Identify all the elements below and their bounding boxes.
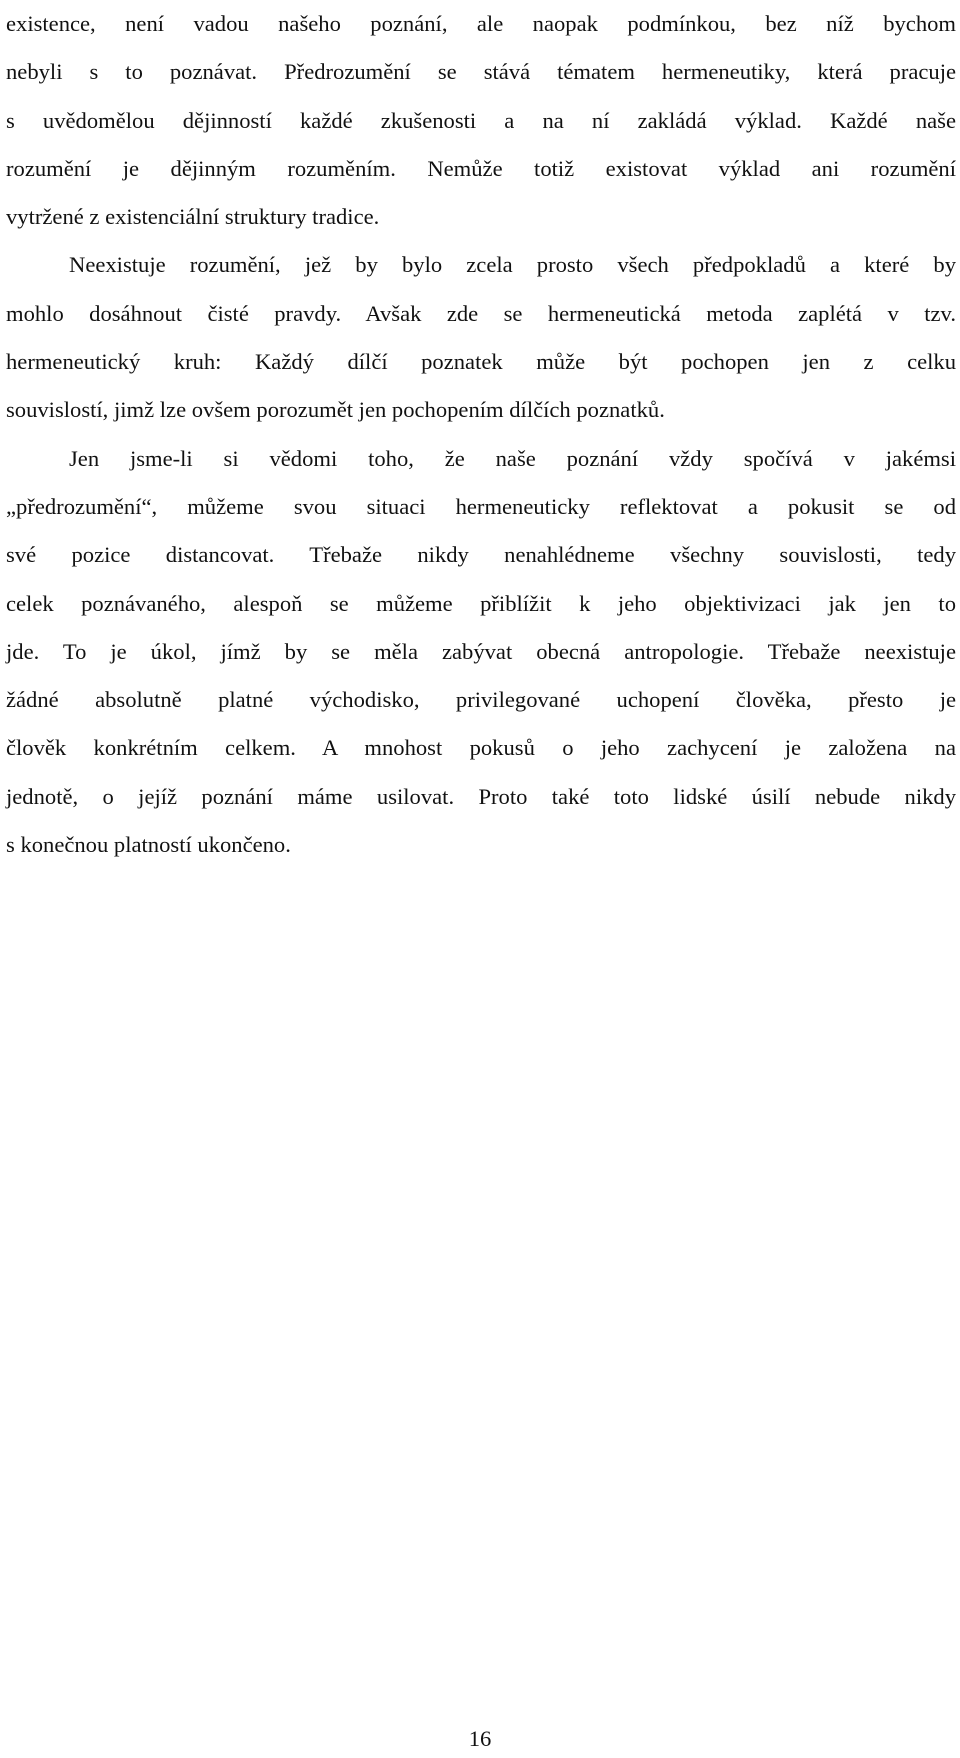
text-line: existence, není vadou našeho poznání, ale naopak podmínkou, bez níž bychom <box>6 11 956 36</box>
document-body <box>6 0 956 869</box>
text-line: Neexistuje rozumění, jež by bylo zcela prosto všech předpokladů a které by <box>69 252 956 278</box>
text-line: člověk konkrétním celkem. A mnohost pokusů o jeho zachycení je založena na <box>6 735 956 761</box>
page-number: 16 <box>468 1726 492 1751</box>
text-line: nebyli s to poznávat. Předrozumění se stává tématem hermeneutiky, která pracuje <box>6 59 956 85</box>
text-line: vytržené z existenciální struktury tradice. <box>6 204 380 230</box>
text-line: své pozice distancovat. Třebaže nikdy nenahlédneme všechny souvislosti, tedy <box>6 542 956 568</box>
text-line: souvislostí, jimž lze ovšem porozumět jen pochopením dílčích poznatků. <box>6 397 665 423</box>
text-line: s uvědomělou dějinností každé zkušenosti a na ní zakládá výklad. Každé naše <box>6 107 956 133</box>
text-line: žádné absolutně platné východisko, privilegované uchopení člověka, přesto je <box>6 687 956 713</box>
text-line: hermeneutický kruh: Každý dílčí poznatek může být pochopen jen z celku <box>6 349 956 375</box>
text-line: jednotě, o jejíž poznání máme usilovat. Proto také toto lidské úsilí nebude nikdy <box>6 783 956 809</box>
paragraph <box>6 435 956 870</box>
text-line: „předrozumění“, můžeme svou situaci hermeneuticky reflektovat a pokusit se od <box>6 493 956 519</box>
text-line: rozumění je dějinným rozuměním. Nemůže totiž existovat výklad ani rozumění <box>6 155 956 181</box>
paragraph <box>6 0 956 241</box>
text-line: s konečnou platností ukončeno. <box>6 832 291 858</box>
text-line: celek poznávaného, alespoň se můžeme přiblížit k jeho objektivizaci jak jen to <box>6 590 956 616</box>
text-line: Jen jsme-li si vědomi toho, že naše poznání vždy spočívá v jakémsi <box>69 445 956 471</box>
text-line: jde. To je úkol, jímž by se měla zabývat obecná antropologie. Třebaže neexistuje <box>6 638 956 664</box>
text-line: mohlo dosáhnout čisté pravdy. Avšak zde se hermeneutická metoda zaplétá v tzv. <box>6 300 956 326</box>
paragraph <box>6 241 956 434</box>
